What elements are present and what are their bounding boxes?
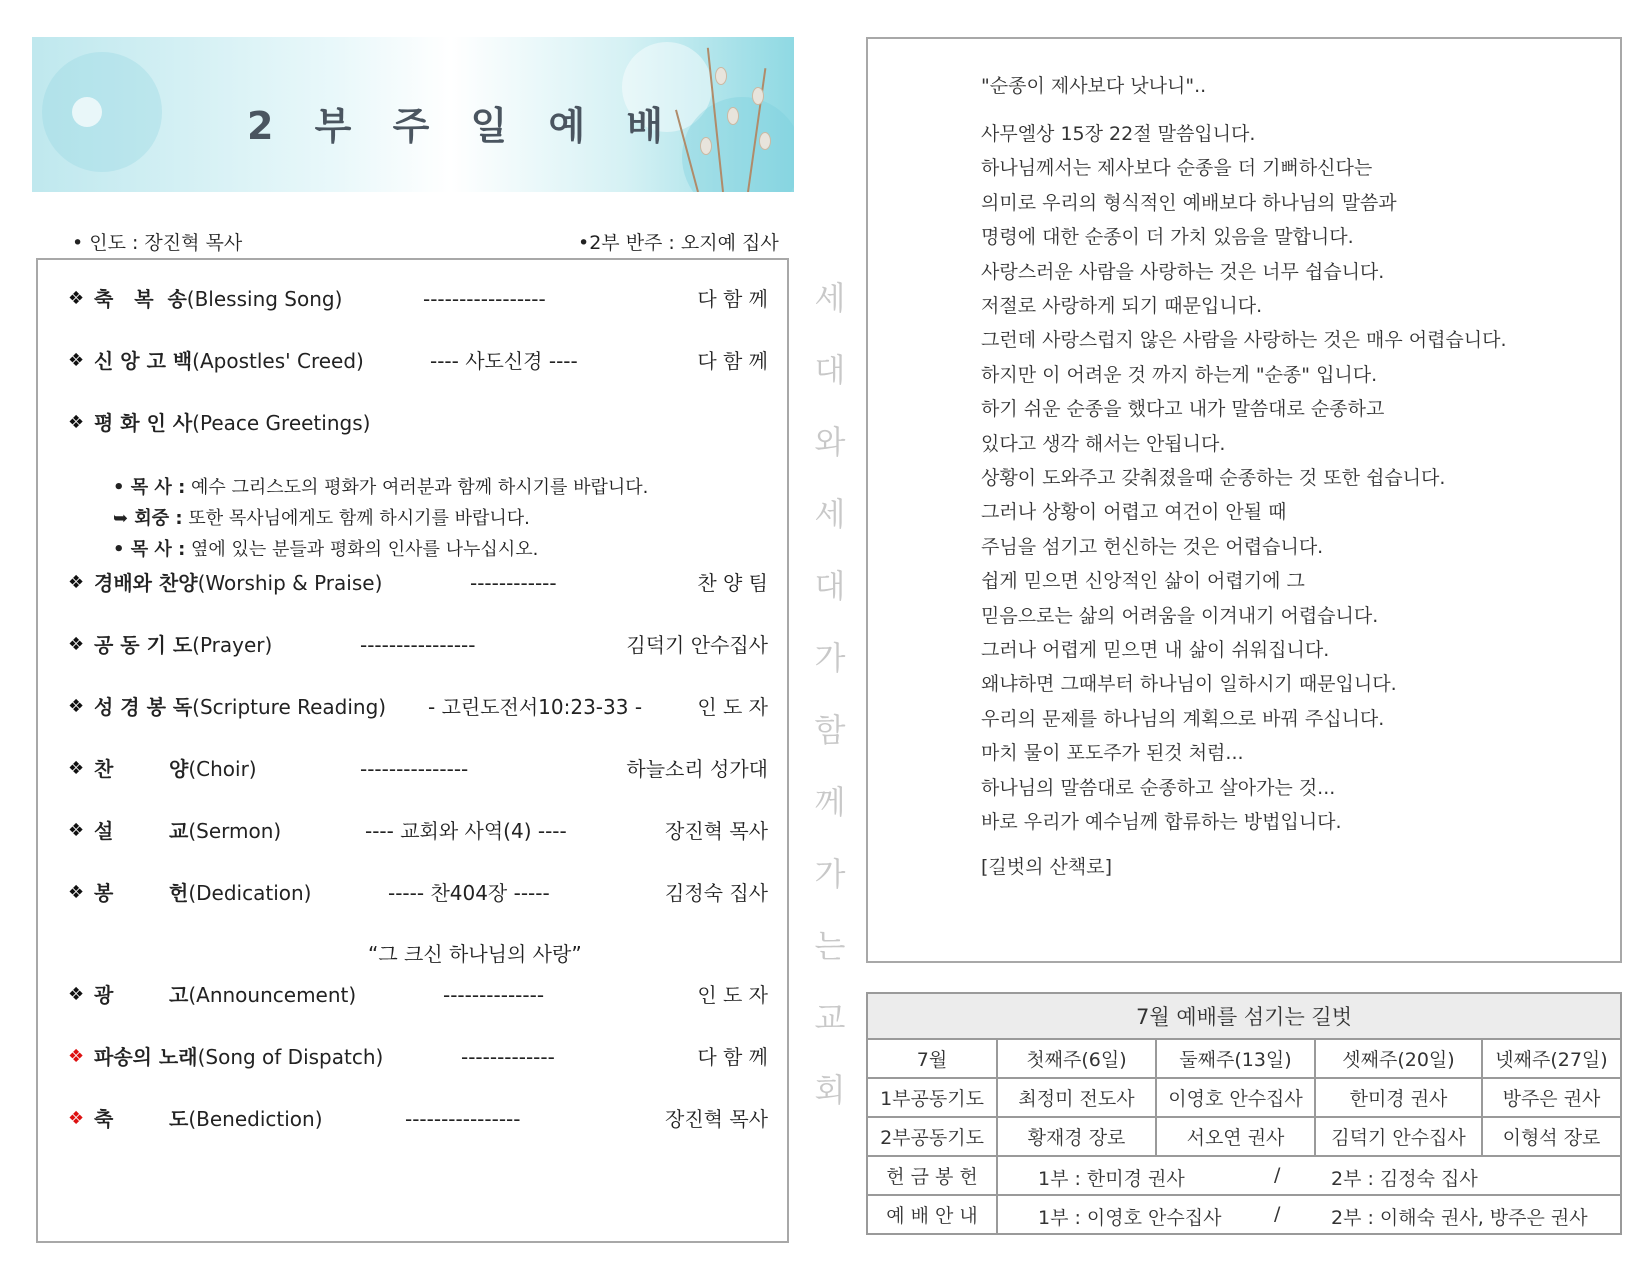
willow-bud xyxy=(759,132,771,150)
meditation-line: 우리의 문제를 하나님의 계획으로 바꿔 주십니다. xyxy=(981,707,1385,730)
offering-label: 헌 금 봉 헌 xyxy=(867,1156,997,1195)
willow-bud xyxy=(700,137,712,155)
order-item-title: 축 도(Benediction) xyxy=(94,1107,323,1131)
guide-cell xyxy=(997,1195,1621,1234)
guide-part2: 2부 : 이해숙 권사, 방주은 권사 xyxy=(1331,1207,1588,1229)
vertical-motto-char: 께 xyxy=(814,783,846,821)
meditation-line: 믿음으로는 삶의 어려움을 이겨내기 어렵습니다. xyxy=(981,604,1379,627)
diamond-bullet-icon: ❖ xyxy=(68,984,85,1005)
order-item-title: 신 앙 고 백(Apostles' Creed) xyxy=(94,349,364,373)
separator: / xyxy=(1274,1164,1281,1186)
vertical-motto-char: 교 xyxy=(814,999,846,1037)
order-item-leader: 김정숙 집사 xyxy=(665,881,768,905)
diamond-bullet-icon: ❖ xyxy=(68,882,85,903)
table-row xyxy=(867,1195,1621,1234)
order-item-detail: ---------------- xyxy=(405,1107,521,1131)
vertical-motto-char: 는 xyxy=(814,927,846,965)
diamond-bullet-icon: ❖ xyxy=(68,1046,85,1067)
meditation-line: 있다고 생각 해서는 안됩니다. xyxy=(981,432,1226,455)
order-item xyxy=(68,878,768,908)
order-item-detail: ----- 찬404장 ----- xyxy=(388,881,550,905)
meditation-line: 그러나 상황이 어렵고 여건이 안될 때 xyxy=(981,501,1287,524)
order-item xyxy=(68,284,768,314)
order-item-detail: ---------------- xyxy=(360,633,476,657)
order-item-title: 찬 양(Choir) xyxy=(94,757,257,781)
order-item-leader: 다 함 께 xyxy=(697,287,768,311)
meditation-line: 하기 쉬운 순종을 했다고 내가 말씀대로 순종하고 xyxy=(981,398,1385,421)
order-item-detail: ---- 교회와 사역(4) ---- xyxy=(365,819,567,843)
peace-speaker: • 목 사 : xyxy=(113,539,186,560)
separator: / xyxy=(1274,1203,1281,1225)
guide-part1: 1부 : 이영호 안수집사 xyxy=(1038,1207,1222,1229)
table-cell: 이형석 장로 xyxy=(1482,1117,1621,1156)
table-cell: 2부공동기도 xyxy=(867,1117,997,1156)
meditation-line: 주님을 섬기고 헌신하는 것은 어렵습니다. xyxy=(981,535,1324,558)
order-item xyxy=(68,408,768,438)
dedication-hymn-title: “그 크신 하나님의 사랑” xyxy=(368,942,582,966)
diamond-bullet-icon: ❖ xyxy=(68,696,85,717)
order-item-detail: ---- 사도신경 ---- xyxy=(430,349,578,373)
meditation-line: 바로 우리가 예수님께 합류하는 방법입니다. xyxy=(981,811,1342,833)
diamond-bullet-icon: ❖ xyxy=(68,412,85,433)
table-cell: 황재경 장로 xyxy=(997,1117,1156,1156)
order-item-title: 파송의 노래(Song of Dispatch) xyxy=(94,1045,384,1069)
vertical-motto-char: 대 xyxy=(814,567,846,605)
peace-line xyxy=(113,505,530,533)
header-cell: 둘째주(13일) xyxy=(1156,1039,1315,1078)
meditation-line: 하나님의 말씀대로 순종하고 살아가는 것... xyxy=(981,776,1336,799)
order-item-title: 설 교(Sermon) xyxy=(94,819,282,843)
diamond-bullet-icon: ❖ xyxy=(68,288,85,309)
decor-bubble xyxy=(42,52,162,172)
offering-part2: 2부 : 김정숙 집사 xyxy=(1331,1168,1478,1190)
order-item-leader: 인 도 자 xyxy=(697,695,768,719)
order-item-title: 경배와 찬양(Worship & Praise) xyxy=(94,571,383,595)
order-item-leader: 장진혁 목사 xyxy=(665,1107,768,1131)
order-item-leader: 장진혁 목사 xyxy=(665,819,768,843)
meditation-line: 상황이 도와주고 갖춰졌을때 순종하는 것 또한 쉽습니다. xyxy=(981,467,1446,489)
page-title: 2 부 주 일 예 배 xyxy=(247,104,678,148)
meditation-line: 마치 물이 포도주가 된것 처럼... xyxy=(981,742,1244,765)
order-item xyxy=(68,1104,768,1134)
diamond-bullet-icon: ❖ xyxy=(68,820,85,841)
table-cell: 이영호 안수집사 xyxy=(1156,1078,1315,1117)
order-item-title: 평 화 인 사(Peace Greetings) xyxy=(94,411,371,435)
table-header-row xyxy=(867,1039,1621,1078)
order-item-title: 광 고(Announcement) xyxy=(94,983,357,1007)
vertical-motto-char: 대 xyxy=(814,351,846,389)
header-cell: 7월 xyxy=(867,1039,997,1078)
meditation-line: 쉽게 믿으면 신앙적인 삶이 어렵기에 그 xyxy=(981,570,1305,593)
peace-line xyxy=(113,536,538,564)
meditation-title: "순종이 제사보다 낫나니".. xyxy=(981,75,1207,97)
order-of-worship xyxy=(36,258,789,1243)
order-item-detail: -------------- xyxy=(443,983,545,1007)
meditation-line: 왜냐하면 그때부터 하나님이 일하시기 때문입니다. xyxy=(981,673,1397,696)
order-item xyxy=(68,630,768,660)
order-item-detail: ----------------- xyxy=(423,287,546,311)
order-item-leader: 하늘소리 성가대 xyxy=(626,757,768,781)
table-cell: 김덕기 안수집사 xyxy=(1315,1117,1482,1156)
willow-bud xyxy=(752,87,764,105)
diamond-bullet-icon: ❖ xyxy=(68,572,85,593)
vertical-motto-char: 와 xyxy=(814,423,846,461)
order-item-title: 공 동 기 도(Prayer) xyxy=(94,633,273,657)
meditation-line: 하지만 이 어려운 것 까지 하는게 "순종" 입니다. xyxy=(981,363,1378,386)
meditation-line: 그런데 사랑스럽지 않은 사람을 사랑하는 것은 매우 어렵습니다. xyxy=(981,329,1507,352)
meditation-line: 하나님께서는 제사보다 순종을 더 기뻐하신다는 xyxy=(981,157,1373,180)
table-cell: 최정미 전도사 xyxy=(997,1078,1156,1117)
order-item-detail: ------------ xyxy=(470,571,557,595)
offering-part1: 1부 : 한미경 권사 xyxy=(1038,1168,1185,1190)
header-cell: 첫째주(6일) xyxy=(997,1039,1156,1078)
order-item-title: 축 복 송(Blessing Song) xyxy=(94,287,343,311)
order-item xyxy=(68,754,768,784)
meditation-line: 의미로 우리의 형식적인 예배보다 하나님의 말씀과 xyxy=(981,191,1397,214)
diamond-bullet-icon: ❖ xyxy=(68,1108,85,1129)
peace-text: 옆에 있는 분들과 평화의 인사를 나누십시오. xyxy=(185,539,539,560)
order-item xyxy=(68,1042,768,1072)
diamond-bullet-icon: ❖ xyxy=(68,758,85,779)
diamond-bullet-icon: ❖ xyxy=(68,634,85,655)
table-row xyxy=(867,1156,1621,1195)
vertical-motto-char: 함 xyxy=(814,711,846,749)
header-cell: 넷째주(27일) xyxy=(1482,1039,1621,1078)
order-item xyxy=(68,816,768,846)
header-banner xyxy=(32,37,794,192)
table-row xyxy=(867,1117,1621,1156)
vertical-motto-char: 가 xyxy=(814,639,846,677)
order-item-detail: ------------- xyxy=(461,1045,555,1069)
peace-text: 또한 목사님에게도 함께 하시기를 바랍니다. xyxy=(182,508,530,529)
order-item-leader: 다 함 께 xyxy=(697,349,768,373)
vertical-motto-char: 가 xyxy=(814,855,846,893)
order-item-leader: 찬 양 팀 xyxy=(697,571,768,595)
peace-speaker: ➥ 회중 : xyxy=(113,508,183,529)
table-cell: 한미경 권사 xyxy=(1315,1078,1482,1117)
table-cell: 방주은 권사 xyxy=(1482,1078,1621,1117)
table-cell: 1부공동기도 xyxy=(867,1078,997,1117)
monthly-schedule-table xyxy=(866,992,1622,1235)
table-row xyxy=(867,1078,1621,1117)
meditation-box xyxy=(866,37,1622,963)
order-item xyxy=(68,980,768,1010)
vertical-motto-char: 세 xyxy=(814,495,846,533)
meditation-line: 사랑스러운 사람을 사랑하는 것은 너무 쉽습니다. xyxy=(981,260,1385,283)
decor-bubble xyxy=(72,97,102,127)
leader-info: • 인도 : 장진혁 목사 xyxy=(72,232,243,254)
meditation-line: 명령에 대한 순종이 더 가치 있음을 말합니다. xyxy=(981,226,1354,249)
order-item xyxy=(68,568,768,598)
header-cell: 셋째주(20일) xyxy=(1315,1039,1482,1078)
vertical-motto-char: 세 xyxy=(814,279,846,317)
accompanist-info: •2부 반주 : 오지예 집사 xyxy=(578,232,779,254)
order-item-leader: 인 도 자 xyxy=(697,983,768,1007)
order-item-detail: --------------- xyxy=(360,757,469,781)
peace-line xyxy=(113,474,648,502)
order-item-leader: 다 함 께 xyxy=(697,1045,768,1069)
order-item-detail: - 고린도전서10:23-33 - xyxy=(428,695,643,719)
willow-bud xyxy=(727,107,739,125)
guide-label: 예 배 안 내 xyxy=(867,1195,997,1234)
meditation-line: 그러나 어렵게 믿으면 내 삶이 쉬워집니다. xyxy=(981,639,1330,661)
table-caption: 7월 예배를 섬기는 길벗 xyxy=(867,993,1621,1039)
diamond-bullet-icon: ❖ xyxy=(68,350,85,371)
peace-speaker: • 목 사 : xyxy=(113,477,186,498)
vertical-motto-char: 회 xyxy=(814,1071,846,1109)
order-item-leader: 김덕기 안수집사 xyxy=(626,633,768,657)
offering-cell xyxy=(997,1156,1621,1195)
meditation-line: 사무엘상 15장 22절 말씀입니다. xyxy=(981,123,1256,145)
order-item xyxy=(68,692,768,722)
vertical-motto xyxy=(810,262,850,1126)
meditation-source: [길벗의 산책로] xyxy=(981,856,1112,878)
order-item xyxy=(68,346,768,376)
order-item-title: 봉 헌(Dedication) xyxy=(94,881,312,905)
order-item-title: 성 경 봉 독(Scripture Reading) xyxy=(94,695,387,719)
peace-text: 예수 그리스도의 평화가 여러분과 함께 하시기를 바랍니다. xyxy=(185,477,649,498)
willow-bud xyxy=(715,67,727,85)
table-cell: 서오연 권사 xyxy=(1156,1117,1315,1156)
meditation-line: 저절로 사랑하게 되기 때문입니다. xyxy=(981,295,1263,317)
